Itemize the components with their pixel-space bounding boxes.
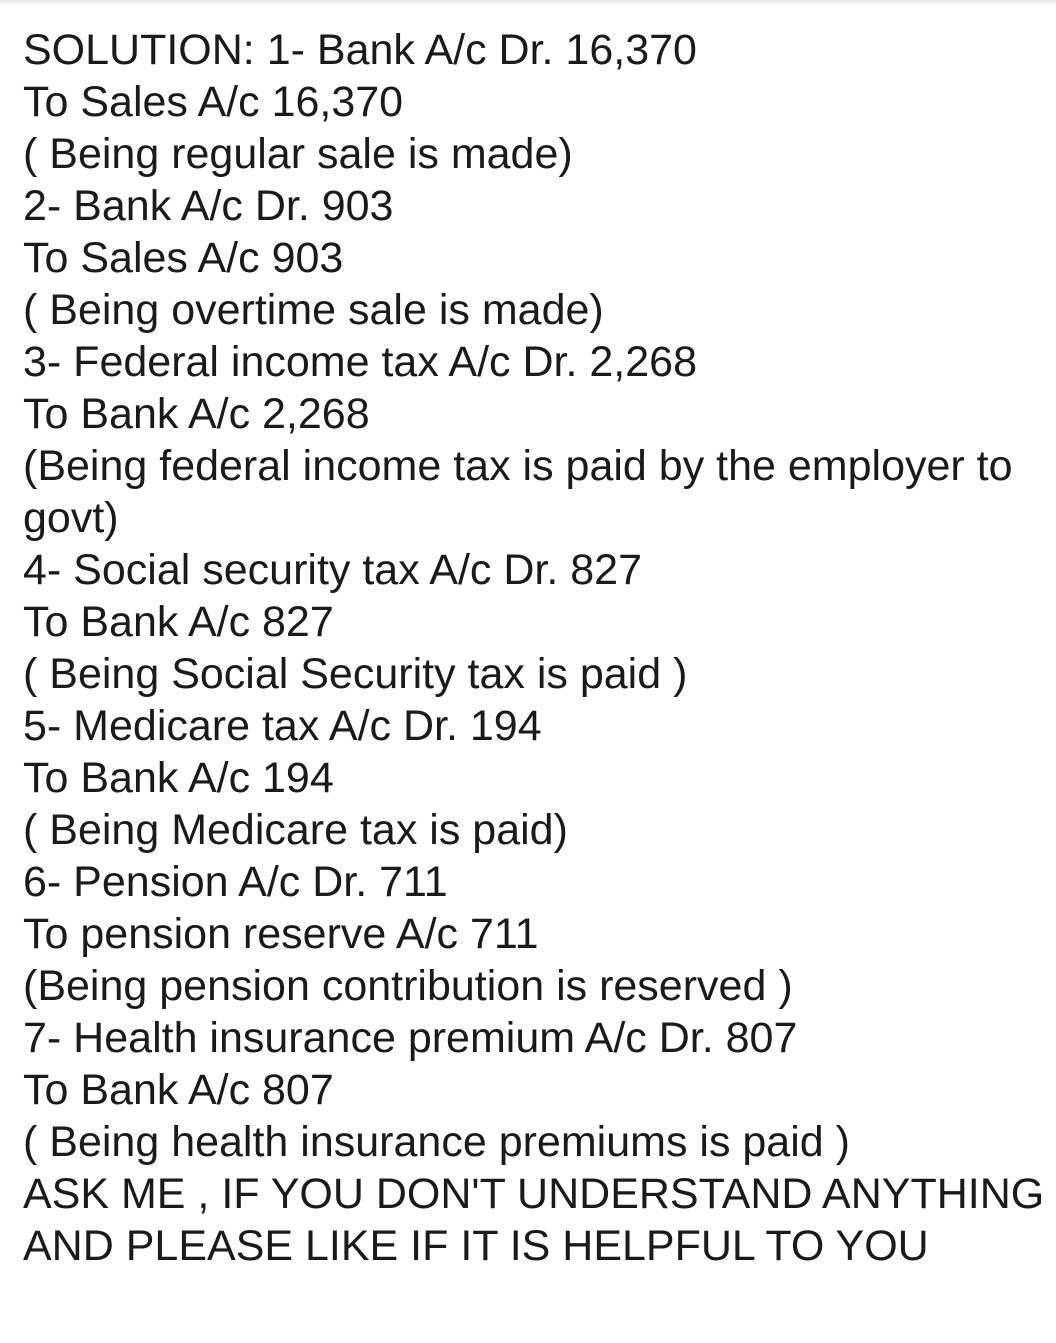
journal-entry-7-credit: To Bank A/c 807 [23, 1066, 334, 1114]
journal-entry-1-debit: SOLUTION: 1- Bank A/c Dr. 16,370 [23, 26, 697, 74]
journal-entry-2-credit: To Sales A/c 903 [23, 234, 344, 282]
journal-entry-6-narration: (Being pension contribution is reserved ) [23, 962, 793, 1010]
solution-text [23, 24, 1043, 1272]
closing-note-ask: ASK ME , IF YOU DON'T UNDERSTAND ANYTHING [23, 1170, 1045, 1218]
journal-entry-4-narration: ( Being Social Security tax is paid ) [23, 650, 688, 698]
journal-entry-5-credit: To Bank A/c 194 [23, 754, 334, 802]
journal-entry-5-narration: ( Being Medicare tax is paid) [23, 806, 568, 854]
top-divider [0, 0, 1056, 6]
journal-entry-3-narration: (Being federal income tax is paid by the employer to govt) [23, 442, 1013, 542]
journal-entry-7-debit: 7- Health insurance premium A/c Dr. 807 [23, 1014, 798, 1062]
closing-note-like: AND PLEASE LIKE IF IT IS HELPFUL TO YOU [23, 1222, 929, 1270]
journal-entry-4-debit: 4- Social security tax A/c Dr. 827 [23, 546, 642, 594]
journal-entry-5-debit: 5- Medicare tax A/c Dr. 194 [23, 702, 542, 750]
journal-entry-3-credit: To Bank A/c 2,268 [23, 390, 370, 438]
journal-entry-2-narration: ( Being overtime sale is made) [23, 286, 604, 334]
journal-entry-2-debit: 2- Bank A/c Dr. 903 [23, 182, 394, 230]
journal-entry-1-credit: To Sales A/c 16,370 [23, 78, 404, 126]
journal-entry-7-narration: ( Being health insurance premiums is paid ) [23, 1118, 850, 1166]
journal-entry-4-credit: To Bank A/c 827 [23, 598, 334, 646]
journal-entry-6-debit: 6- Pension A/c Dr. 711 [23, 858, 448, 906]
journal-entry-6-credit: To pension reserve A/c 711 [23, 910, 539, 958]
journal-entry-3-debit: 3- Federal income tax A/c Dr. 2,268 [23, 338, 697, 386]
journal-entry-1-narration: ( Being regular sale is made) [23, 130, 573, 178]
